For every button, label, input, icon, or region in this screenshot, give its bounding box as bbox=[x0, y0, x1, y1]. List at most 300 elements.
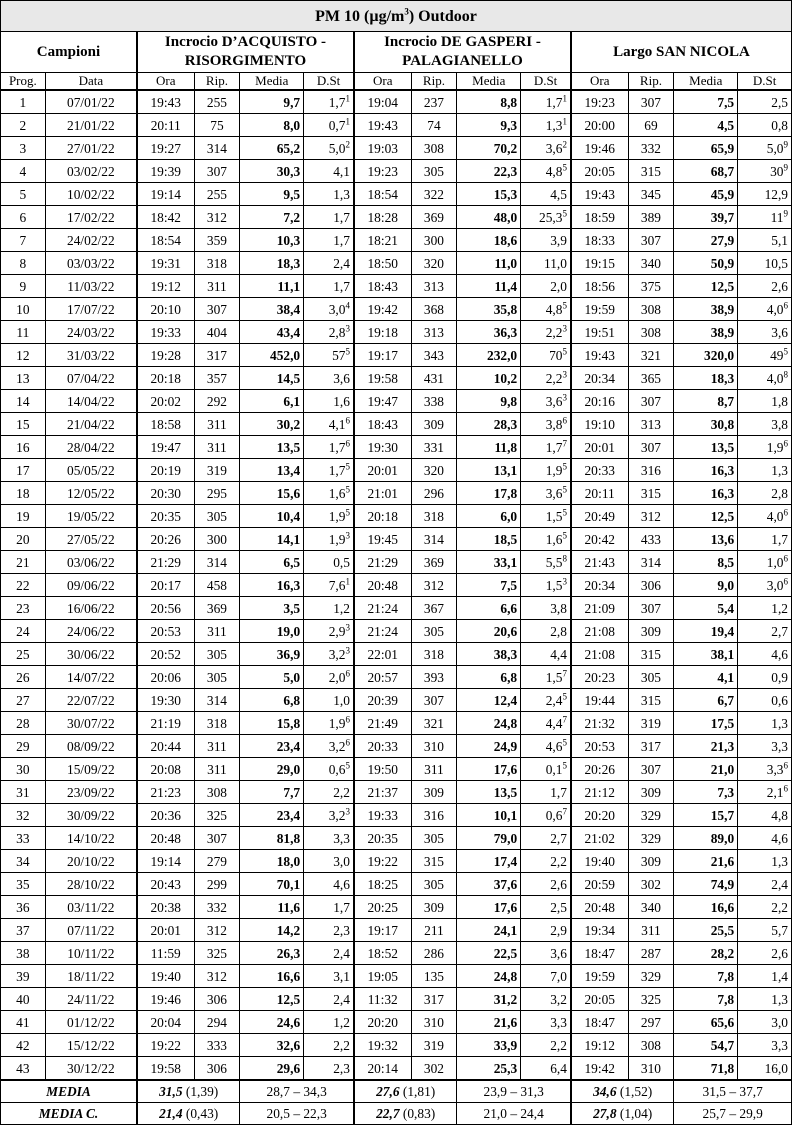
cell-ora: 19:31 bbox=[137, 252, 194, 275]
cell-media: 25,5 bbox=[674, 919, 738, 942]
cell-dst: 1,3 bbox=[304, 183, 354, 206]
cell-dst: 16,0 bbox=[738, 1057, 792, 1081]
cell-rip: 368 bbox=[411, 298, 457, 321]
cell-rip: 300 bbox=[411, 229, 457, 252]
cell-media: 8,0 bbox=[240, 114, 304, 137]
cell-media: 24,1 bbox=[457, 919, 521, 942]
cell-data: 30/06/22 bbox=[45, 643, 137, 666]
cell-rip: 296 bbox=[411, 482, 457, 505]
cell-dst: 3,6 bbox=[738, 321, 792, 344]
cell-media: 45,9 bbox=[674, 183, 738, 206]
cell-rip: 307 bbox=[628, 597, 674, 620]
cell-ora: 18:56 bbox=[571, 275, 628, 298]
cell-prog: 36 bbox=[1, 896, 46, 919]
cell-ora: 20:18 bbox=[137, 367, 194, 390]
cell-ora: 20:05 bbox=[571, 988, 628, 1011]
cell-rip: 312 bbox=[194, 919, 240, 942]
cell-dst: 25,3$^5$ bbox=[521, 206, 571, 229]
cell-prog: 22 bbox=[1, 574, 46, 597]
cell-rip: 345 bbox=[628, 183, 674, 206]
cell-media: 6,7 bbox=[674, 689, 738, 712]
cell-dst: $1,9^5$ bbox=[304, 505, 354, 528]
cell-dst: 2,2 bbox=[304, 781, 354, 804]
cell-ora: 21:02 bbox=[571, 827, 628, 850]
cell-data: 14/07/22 bbox=[45, 666, 137, 689]
cell-ora: 20:20 bbox=[354, 1011, 411, 1034]
cell-rip: 306 bbox=[194, 1057, 240, 1081]
footnote-marker: 6 bbox=[345, 415, 350, 426]
cell-dst: $3,8^6$ bbox=[521, 413, 571, 436]
col-dst: D.St bbox=[521, 73, 571, 91]
cell-data: 14/04/22 bbox=[45, 390, 137, 413]
cell-ora: 18:43 bbox=[354, 275, 411, 298]
cell-ora: 19:59 bbox=[571, 298, 628, 321]
cell-rip: 318 bbox=[194, 252, 240, 275]
cell-rip: 331 bbox=[411, 436, 457, 459]
cell-media: 17,6 bbox=[457, 758, 521, 781]
cell-dst: 1,3 bbox=[738, 712, 792, 735]
cell-prog: 24 bbox=[1, 620, 46, 643]
cell-media: 28,3 bbox=[457, 413, 521, 436]
cell-media: 320,0 bbox=[674, 344, 738, 367]
cell-media: 30,8 bbox=[674, 413, 738, 436]
cell-rip: 314 bbox=[628, 551, 674, 574]
cell-ora: 18:43 bbox=[354, 413, 411, 436]
cell-rip: 255 bbox=[194, 183, 240, 206]
footnote-marker: 3 bbox=[562, 576, 567, 587]
cell-media: 18,0 bbox=[240, 850, 304, 873]
cell-rip: 321 bbox=[411, 712, 457, 735]
table-row bbox=[1, 873, 792, 896]
footnote-marker: 6 bbox=[345, 714, 350, 725]
cell-ora: 11:59 bbox=[137, 942, 194, 965]
cell-ora: 20:35 bbox=[137, 505, 194, 528]
cell-prog: 13 bbox=[1, 367, 46, 390]
cell-data: 10/02/22 bbox=[45, 183, 137, 206]
summary-range: 28,7 – 34,3 bbox=[240, 1080, 354, 1103]
cell-data: 24/11/22 bbox=[45, 988, 137, 1011]
cell-dst: $1,7^5$ bbox=[304, 459, 354, 482]
cell-ora: 20:19 bbox=[137, 459, 194, 482]
cell-rip: 302 bbox=[411, 1057, 457, 1081]
cell-ora: 20:44 bbox=[137, 735, 194, 758]
cell-prog: 18 bbox=[1, 482, 46, 505]
cell-ora: 20:26 bbox=[571, 758, 628, 781]
cell-rip: 309 bbox=[628, 620, 674, 643]
table-row bbox=[1, 413, 792, 436]
cell-media: 19,4 bbox=[674, 620, 738, 643]
table-row bbox=[1, 482, 792, 505]
cell-dst: $0,6^7$ bbox=[521, 804, 571, 827]
cell-media: 9,3 bbox=[457, 114, 521, 137]
cell-ora: 20:48 bbox=[571, 896, 628, 919]
col-media: Media bbox=[457, 73, 521, 91]
cell-prog: 15 bbox=[1, 413, 46, 436]
cell-media: 16,3 bbox=[674, 482, 738, 505]
cell-media: 21,6 bbox=[674, 850, 738, 873]
cell-rip: 311 bbox=[194, 620, 240, 643]
cell-dst: 3,2 bbox=[521, 988, 571, 1011]
cell-ora: 19:12 bbox=[137, 275, 194, 298]
cell-rip: 313 bbox=[411, 321, 457, 344]
cell-ora: 20:01 bbox=[137, 919, 194, 942]
cell-dst: 5,7 bbox=[738, 919, 792, 942]
cell-media: 18,3 bbox=[240, 252, 304, 275]
cell-dst: 3,6 bbox=[304, 367, 354, 390]
cell-ora: 19:44 bbox=[571, 689, 628, 712]
cell-prog: 28 bbox=[1, 712, 46, 735]
cell-prog: 11 bbox=[1, 321, 46, 344]
cell-ora: 20:08 bbox=[137, 758, 194, 781]
cell-media: 68,7 bbox=[674, 160, 738, 183]
cell-rip: 317 bbox=[628, 735, 674, 758]
cell-rip: 308 bbox=[194, 781, 240, 804]
cell-rip: 329 bbox=[628, 804, 674, 827]
cell-media: 31,2 bbox=[457, 988, 521, 1011]
cell-prog: 20 bbox=[1, 528, 46, 551]
table-row bbox=[1, 896, 792, 919]
cell-ora: 21:19 bbox=[137, 712, 194, 735]
cell-media: 48,0 bbox=[457, 206, 521, 229]
cell-data: 03/11/22 bbox=[45, 896, 137, 919]
cell-rip: 309 bbox=[411, 413, 457, 436]
cell-media: 7,7 bbox=[240, 781, 304, 804]
cell-dst: $3,2^3$ bbox=[304, 804, 354, 827]
col-data: Data bbox=[45, 73, 137, 91]
cell-dst: $4,0^6$ bbox=[738, 298, 792, 321]
cell-dst: 3,3 bbox=[521, 1011, 571, 1034]
cell-media: 9,0 bbox=[674, 574, 738, 597]
table-row bbox=[1, 712, 792, 735]
cell-ora: 19:27 bbox=[137, 137, 194, 160]
cell-rip: 305 bbox=[194, 666, 240, 689]
summary-row bbox=[1, 1103, 792, 1125]
cell-dst: 2,3 bbox=[304, 919, 354, 942]
table-row bbox=[1, 551, 792, 574]
footnote-marker: 5 bbox=[345, 484, 350, 495]
cell-media: 8,8 bbox=[457, 90, 521, 114]
cell-ora: 20:18 bbox=[354, 505, 411, 528]
cell-ora: 21:24 bbox=[354, 597, 411, 620]
cell-media: 70,1 bbox=[240, 873, 304, 896]
cell-ora: 19:17 bbox=[354, 344, 411, 367]
cell-media: 18,6 bbox=[457, 229, 521, 252]
cell-media: 22,3 bbox=[457, 160, 521, 183]
footnote-marker: 6 bbox=[783, 783, 788, 794]
summary-mean: 27,6 (1,81) bbox=[354, 1080, 457, 1103]
cell-dst: 0,6 bbox=[738, 689, 792, 712]
cell-dst: $4,8^5$ bbox=[521, 160, 571, 183]
cell-dst: $1,7^1$ bbox=[304, 90, 354, 114]
cell-media: 32,6 bbox=[240, 1034, 304, 1057]
footnote-marker: 5 bbox=[562, 208, 567, 219]
cell-data: 31/03/22 bbox=[45, 344, 137, 367]
footnote-marker: 5 bbox=[562, 461, 567, 472]
cell-ora: 18:59 bbox=[571, 206, 628, 229]
footnote-marker: 6 bbox=[783, 438, 788, 449]
cell-dst: 1,3 bbox=[738, 459, 792, 482]
cell-dst: 3,0 bbox=[738, 1011, 792, 1034]
cell-prog: 14 bbox=[1, 390, 46, 413]
cell-data: 03/06/22 bbox=[45, 551, 137, 574]
cell-ora: 21:29 bbox=[137, 551, 194, 574]
cell-ora: 19:33 bbox=[354, 804, 411, 827]
cell-ora: 18:42 bbox=[137, 206, 194, 229]
table-row bbox=[1, 850, 792, 873]
cell-ora: 20:53 bbox=[571, 735, 628, 758]
cell-media: 12,5 bbox=[674, 275, 738, 298]
cell-rip: 317 bbox=[411, 988, 457, 1011]
footnote-marker: 3 bbox=[345, 645, 350, 656]
cell-ora: 19:15 bbox=[571, 252, 628, 275]
cell-rip: 307 bbox=[194, 827, 240, 850]
cell-ora: 19:42 bbox=[354, 298, 411, 321]
cell-rip: 279 bbox=[194, 850, 240, 873]
table-row bbox=[1, 1011, 792, 1034]
cell-rip: 313 bbox=[411, 275, 457, 298]
cell-rip: 305 bbox=[194, 505, 240, 528]
cell-media: 14,2 bbox=[240, 919, 304, 942]
cell-ora: 20:06 bbox=[137, 666, 194, 689]
cell-dst: 3,6 bbox=[521, 942, 571, 965]
cell-media: 7,3 bbox=[674, 781, 738, 804]
cell-media: 38,9 bbox=[674, 298, 738, 321]
cell-prog: 40 bbox=[1, 988, 46, 1011]
cell-media: 23,4 bbox=[240, 735, 304, 758]
cell-media: 7,8 bbox=[674, 988, 738, 1011]
cell-ora: 19:23 bbox=[354, 160, 411, 183]
cell-ora: 21:09 bbox=[571, 597, 628, 620]
cell-rip: 305 bbox=[411, 160, 457, 183]
col-dst: D.St bbox=[738, 73, 792, 91]
summary-mean: 27,8 (1,04) bbox=[571, 1103, 674, 1125]
cell-prog: 25 bbox=[1, 643, 46, 666]
cell-media: 50,9 bbox=[674, 252, 738, 275]
cell-dst: $0,6^5$ bbox=[304, 758, 354, 781]
cell-rip: 365 bbox=[628, 367, 674, 390]
cell-ora: 20:49 bbox=[571, 505, 628, 528]
cell-prog: 39 bbox=[1, 965, 46, 988]
cell-dst: $4,4^7$ bbox=[521, 712, 571, 735]
cell-media: 14,1 bbox=[240, 528, 304, 551]
table-row bbox=[1, 505, 792, 528]
cell-dst: 3,9 bbox=[521, 229, 571, 252]
cell-ora: 19:18 bbox=[354, 321, 411, 344]
cell-prog: 19 bbox=[1, 505, 46, 528]
cell-media: 9,8 bbox=[457, 390, 521, 413]
cell-rip: 315 bbox=[628, 689, 674, 712]
table-row bbox=[1, 781, 792, 804]
cell-dst: 2,7 bbox=[521, 827, 571, 850]
table-row bbox=[1, 735, 792, 758]
cell-rip: 314 bbox=[194, 689, 240, 712]
cell-dst: $1,3^1$ bbox=[521, 114, 571, 137]
cell-ora: 19:40 bbox=[137, 965, 194, 988]
cell-data: 17/07/22 bbox=[45, 298, 137, 321]
cell-rip: 315 bbox=[628, 643, 674, 666]
cell-dst: 1,7 bbox=[304, 896, 354, 919]
cell-media: 7,8 bbox=[674, 965, 738, 988]
cell-ora: 19:03 bbox=[354, 137, 411, 160]
cell-ora: 20:34 bbox=[571, 574, 628, 597]
cell-rip: 343 bbox=[411, 344, 457, 367]
cell-ora: 19:43 bbox=[571, 344, 628, 367]
cell-data: 11/03/22 bbox=[45, 275, 137, 298]
cell-ora: 19:51 bbox=[571, 321, 628, 344]
cell-prog: 27 bbox=[1, 689, 46, 712]
footnote-marker: 9 bbox=[783, 162, 788, 173]
footnote-marker: 9 bbox=[783, 208, 788, 219]
cell-dst: 0,9 bbox=[738, 666, 792, 689]
col-rip: Rip. bbox=[194, 73, 240, 91]
cell-ora: 21:12 bbox=[571, 781, 628, 804]
summary-range: 23,9 – 31,3 bbox=[457, 1080, 571, 1103]
footnote-marker: 5 bbox=[345, 461, 350, 472]
cell-ora: 20:36 bbox=[137, 804, 194, 827]
cell-ora: 19:58 bbox=[354, 367, 411, 390]
cell-dst: 3,8 bbox=[521, 597, 571, 620]
cell-prog: 9 bbox=[1, 275, 46, 298]
cell-media: 12,4 bbox=[457, 689, 521, 712]
cell-prog: 26 bbox=[1, 666, 46, 689]
cell-dst: $57^5$ bbox=[304, 344, 354, 367]
cell-dst: $70^5$ bbox=[521, 344, 571, 367]
cell-rip: 311 bbox=[194, 758, 240, 781]
cell-media: 8,5 bbox=[674, 551, 738, 574]
cell-dst: 2,3 bbox=[304, 1057, 354, 1081]
cell-rip: 312 bbox=[411, 574, 457, 597]
summary-mean: 22,7 (0,83) bbox=[354, 1103, 457, 1125]
footnote-marker: 5 bbox=[562, 737, 567, 748]
cell-media: 11,1 bbox=[240, 275, 304, 298]
cell-prog: 37 bbox=[1, 919, 46, 942]
cell-prog: 5 bbox=[1, 183, 46, 206]
cell-dst: 11,0 bbox=[521, 252, 571, 275]
cell-media: 65,9 bbox=[674, 137, 738, 160]
cell-rip: 393 bbox=[411, 666, 457, 689]
cell-media: 15,3 bbox=[457, 183, 521, 206]
cell-data: 27/05/22 bbox=[45, 528, 137, 551]
footnote-marker: 8 bbox=[783, 369, 788, 380]
cell-dst: 0,8 bbox=[738, 114, 792, 137]
cell-media: 30,2 bbox=[240, 413, 304, 436]
cell-ora: 18:28 bbox=[354, 206, 411, 229]
cell-rip: 307 bbox=[628, 758, 674, 781]
cell-data: 23/09/22 bbox=[45, 781, 137, 804]
cell-media: 89,0 bbox=[674, 827, 738, 850]
cell-rip: 255 bbox=[194, 90, 240, 114]
cell-dst: $3,6^5$ bbox=[521, 482, 571, 505]
cell-media: 13,6 bbox=[674, 528, 738, 551]
footnote-marker: 2 bbox=[345, 139, 350, 150]
footnote-marker: 5 bbox=[345, 346, 350, 357]
cell-dst: 1,3 bbox=[738, 850, 792, 873]
cell-data: 08/09/22 bbox=[45, 735, 137, 758]
cell-rip: 308 bbox=[411, 137, 457, 160]
cell-rip: 318 bbox=[411, 505, 457, 528]
cell-prog: 8 bbox=[1, 252, 46, 275]
footnote-marker: 8 bbox=[562, 553, 567, 564]
cell-ora: 20:38 bbox=[137, 896, 194, 919]
cell-prog: 33 bbox=[1, 827, 46, 850]
summary-range: 21,0 – 24,4 bbox=[457, 1103, 571, 1125]
cell-media: 232,0 bbox=[457, 344, 521, 367]
cell-ora: 19:39 bbox=[137, 160, 194, 183]
cell-media: 18,5 bbox=[457, 528, 521, 551]
cell-dst: $3,6^2$ bbox=[521, 137, 571, 160]
cell-data: 24/03/22 bbox=[45, 321, 137, 344]
cell-dst: $30^9$ bbox=[738, 160, 792, 183]
cell-rip: 433 bbox=[628, 528, 674, 551]
footnote-marker: 1 bbox=[562, 116, 567, 127]
cell-media: 28,2 bbox=[674, 942, 738, 965]
cell-prog: 12 bbox=[1, 344, 46, 367]
cell-rip: 311 bbox=[194, 275, 240, 298]
table-row bbox=[1, 183, 792, 206]
cell-ora: 21:08 bbox=[571, 620, 628, 643]
cell-dst: 1,2 bbox=[304, 597, 354, 620]
cell-prog: 31 bbox=[1, 781, 46, 804]
cell-rip: 287 bbox=[628, 942, 674, 965]
cell-rip: 311 bbox=[194, 735, 240, 758]
cell-data: 28/04/22 bbox=[45, 436, 137, 459]
cell-ora: 19:47 bbox=[354, 390, 411, 413]
col-ora: Ora bbox=[571, 73, 628, 91]
cell-media: 7,5 bbox=[457, 574, 521, 597]
cell-dst: 1,2 bbox=[738, 597, 792, 620]
cell-dst: $1,5^3$ bbox=[521, 574, 571, 597]
cell-media: 16,6 bbox=[674, 896, 738, 919]
cell-media: 24,6 bbox=[240, 1011, 304, 1034]
footnote-marker: 6 bbox=[783, 507, 788, 518]
footnote-marker: 5 bbox=[562, 760, 567, 771]
cell-ora: 18:58 bbox=[137, 413, 194, 436]
table-row bbox=[1, 206, 792, 229]
cell-data: 17/02/22 bbox=[45, 206, 137, 229]
table-row bbox=[1, 528, 792, 551]
cell-ora: 20:43 bbox=[137, 873, 194, 896]
cell-ora: 20:10 bbox=[137, 298, 194, 321]
cell-media: 30,3 bbox=[240, 160, 304, 183]
table-row bbox=[1, 919, 792, 942]
cell-media: 36,9 bbox=[240, 643, 304, 666]
cell-ora: 18:47 bbox=[571, 1011, 628, 1034]
cell-data: 20/10/22 bbox=[45, 850, 137, 873]
cell-rip: 305 bbox=[194, 643, 240, 666]
cell-ora: 19:04 bbox=[354, 90, 411, 114]
footnote-marker: 6 bbox=[562, 415, 567, 426]
cell-data: 12/05/22 bbox=[45, 482, 137, 505]
cell-dst: 2,5 bbox=[521, 896, 571, 919]
cell-media: 12,5 bbox=[240, 988, 304, 1011]
cell-rip: 322 bbox=[411, 183, 457, 206]
cell-ora: 18:52 bbox=[354, 942, 411, 965]
cell-media: 6,0 bbox=[457, 505, 521, 528]
cell-rip: 307 bbox=[628, 436, 674, 459]
cell-rip: 375 bbox=[628, 275, 674, 298]
cell-rip: 332 bbox=[628, 137, 674, 160]
col-rip: Rip. bbox=[411, 73, 457, 91]
group-largo-san-nicola: Largo SAN NICOLA bbox=[571, 32, 792, 73]
cell-ora: 19:43 bbox=[571, 183, 628, 206]
cell-dst: $2,2^3$ bbox=[521, 321, 571, 344]
cell-media: 13,4 bbox=[240, 459, 304, 482]
cell-prog: 17 bbox=[1, 459, 46, 482]
cell-dst: $7,6^1$ bbox=[304, 574, 354, 597]
cell-dst: 1,3 bbox=[738, 988, 792, 1011]
cell-media: 6,6 bbox=[457, 597, 521, 620]
cell-ora: 19:12 bbox=[571, 1034, 628, 1057]
